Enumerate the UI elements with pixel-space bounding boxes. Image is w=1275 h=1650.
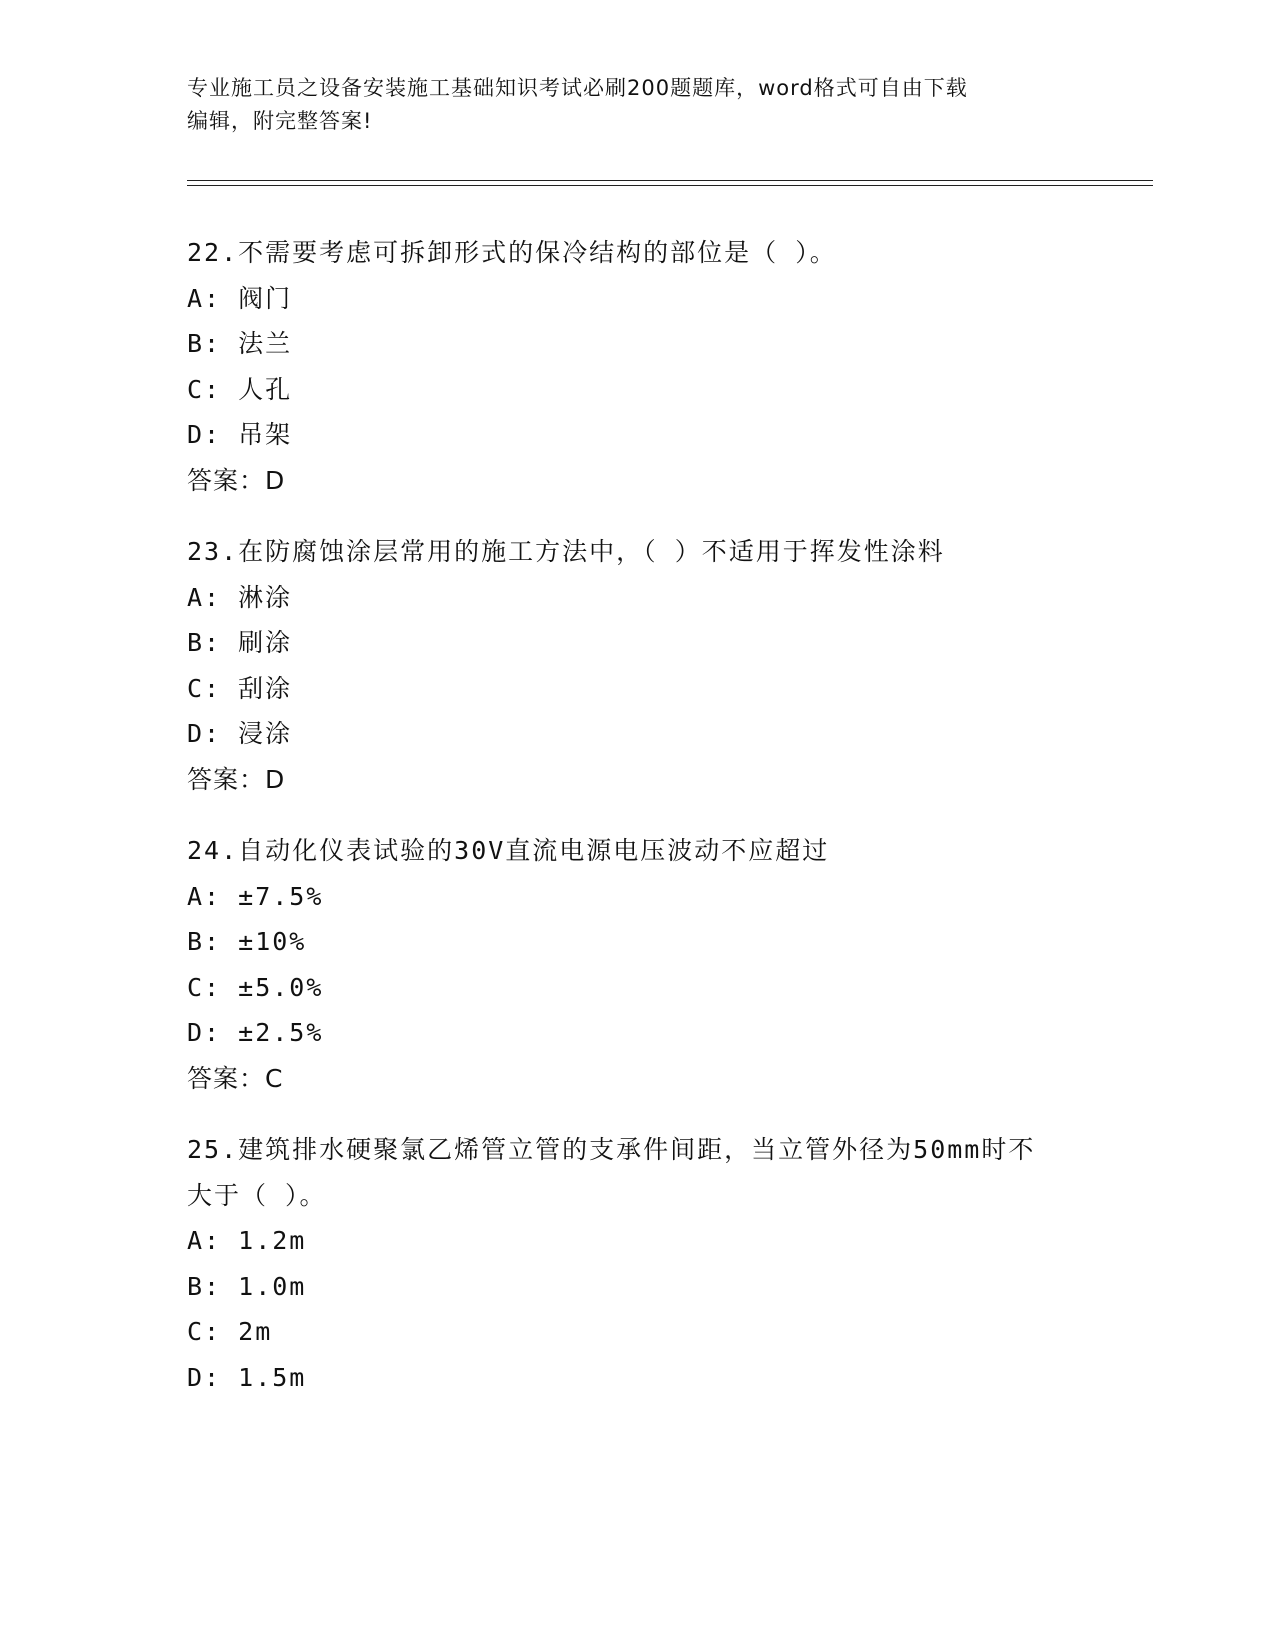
option-c: C: 刮涂	[187, 673, 293, 703]
option-a: A: 淋涂	[187, 582, 293, 612]
option-a: A: 阀门	[187, 283, 293, 313]
answer-line: 答案：D	[187, 465, 286, 495]
question-23	[187, 529, 1127, 802]
option-d: D: 吊架	[187, 420, 293, 449]
option-b: B: 法兰	[187, 329, 293, 358]
option-c: C: ±5.0%	[187, 972, 324, 1002]
question-stem: 23.在防腐蚀涂层常用的施工方法中，（ ）不适用于挥发性涂料	[187, 537, 945, 566]
option-b: B: 刷涂	[187, 628, 293, 657]
question-24	[187, 828, 1127, 1101]
question-22	[187, 230, 1127, 503]
header-divider	[187, 180, 1153, 186]
option-c: C: 人孔	[187, 374, 293, 404]
option-d: D: 浸涂	[187, 719, 293, 748]
option-a: A: ±7.5%	[187, 881, 324, 911]
header-line-2: 编辑，附完整答案!	[187, 109, 373, 133]
option-b: B: 1.0m	[187, 1271, 307, 1301]
question-list	[187, 230, 1127, 1426]
question-stem: 25.建筑排水硬聚氯乙烯管立管的支承件间距，当立管外径为50mm时不大于（ ）。	[187, 1135, 1036, 1210]
option-d: D: 1.5m	[187, 1362, 307, 1392]
option-b: B: ±10%	[187, 927, 307, 956]
option-c: C: 2m	[187, 1317, 273, 1346]
question-25	[187, 1127, 1127, 1400]
answer-line: 答案：C	[187, 1063, 284, 1093]
question-stem: 22.不需要考虑可拆卸形式的保冷结构的部位是（ ）。	[187, 238, 837, 267]
option-d: D: ±2.5%	[187, 1018, 324, 1047]
document-header	[187, 72, 1067, 138]
option-a: A: 1.2m	[187, 1226, 307, 1255]
answer-line: 答案：D	[187, 764, 286, 794]
header-line-1: 专业施工员之设备安装施工基础知识考试必刷200题题库，word格式可自由下载	[187, 76, 968, 100]
question-stem: 24.自动化仪表试验的30V直流电源电压波动不应超过	[187, 836, 830, 865]
